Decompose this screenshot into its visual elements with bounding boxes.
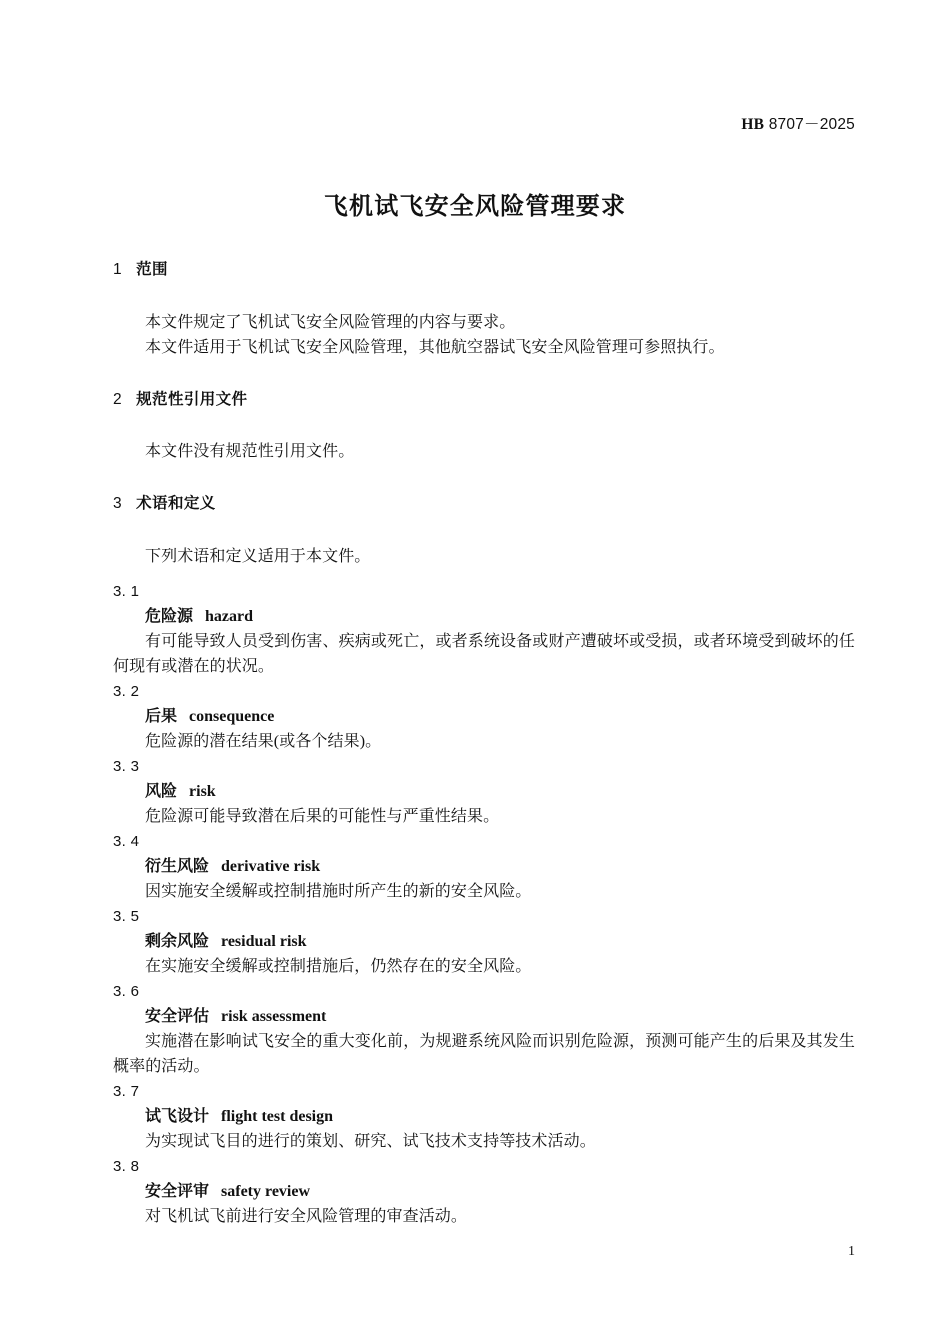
- term-number-3-5: 3. 5: [113, 907, 140, 925]
- clause-3-paragraph-1: 下列术语和定义适用于本文件。: [145, 547, 371, 565]
- term-number-3-8: 3. 8: [113, 1157, 140, 1175]
- term-cn-3-1: 危险源: [145, 607, 194, 625]
- term-cn-3-3: 风险: [145, 782, 178, 800]
- term-definition-3-4: 因实施安全缓解或控制措施时所产生的新的安全风险。: [145, 882, 532, 900]
- spacer: [113, 278, 855, 310]
- term-definition-3-6: 实施潜在影响试飞安全的重大变化前，为规避系统风险而识别危险源，预测可能产生的后果及其发生概率的活动。: [113, 1032, 855, 1075]
- term-cn-3-4: 衍生风险: [145, 857, 210, 875]
- term-number-3-7: 3. 7: [113, 1082, 140, 1100]
- term-en-3-4: derivative risk: [221, 857, 321, 875]
- term-cn-3-7: 试飞设计: [145, 1107, 210, 1125]
- term-name-3-3: [113, 779, 855, 804]
- clause-number-3: 3: [113, 495, 123, 512]
- clause-heading-3: [113, 496, 855, 512]
- standard-number: 8707－2025: [764, 116, 855, 133]
- clause-heading-1: [113, 262, 855, 278]
- spacer: [113, 360, 855, 392]
- term-cn-3-6: 安全评估: [145, 1007, 210, 1025]
- clause-heading-2: [113, 392, 855, 408]
- term-name-3-5: [113, 929, 855, 954]
- term-name-3-4: [113, 854, 855, 879]
- spacer: [113, 464, 855, 496]
- clause-number-1: 1: [113, 261, 123, 278]
- term-number-3-1: 3. 1: [113, 582, 140, 600]
- term-cn-3-8: 安全评审: [145, 1182, 210, 1200]
- term-definition-3-2: 危险源的潜在结果(或各个结果)。: [145, 732, 382, 750]
- term-en-3-3: risk: [189, 782, 216, 800]
- clause-2-paragraph-1: 本文件没有规范性引用文件。: [145, 443, 355, 460]
- term-en-3-8: safety review: [221, 1182, 311, 1200]
- page-title: 飞机试飞安全风险管理要求: [323, 193, 627, 220]
- clause-number-2: 2: [113, 390, 123, 408]
- term-number-3-3: 3. 3: [113, 757, 140, 775]
- running-header: [95, 112, 855, 134]
- clause-title-3: 术语和定义: [136, 495, 216, 512]
- term-cn-3-2: 后果: [145, 707, 178, 725]
- term-en-3-6: risk assessment: [221, 1007, 327, 1025]
- term-definition-3-1: 有可能导致人员受到伤害、疾病或死亡，或者系统设备或财产遭破坏或受损，或者环境受到破坏的任何现有或潜在的状况。: [113, 632, 855, 675]
- clause-1-paragraph-2: 本文件适用于飞机试飞安全风险管理，其他航空器试飞安全风险管理可参照执行。: [145, 338, 725, 356]
- term-number-3-2: 3. 2: [113, 682, 140, 700]
- term-name-3-1: [113, 604, 855, 629]
- term-name-3-8: [113, 1179, 855, 1204]
- document-body: [113, 262, 855, 1229]
- term-number-3-6: 3. 6: [113, 982, 140, 1000]
- term-definition-3-8: 对飞机试飞前进行安全风险管理的审查活动。: [145, 1207, 468, 1225]
- term-number-3-4: 3. 4: [113, 832, 140, 850]
- clause-title-2: 规范性引用文件: [136, 390, 248, 408]
- term-name-3-6: [113, 1004, 855, 1029]
- spacer: [113, 407, 855, 439]
- term-name-3-2: [113, 704, 855, 729]
- page-number: 1: [848, 1244, 855, 1259]
- term-definition-3-7: 为实现试飞目的进行的策划、研究、试飞技术支持等技术活动。: [145, 1132, 596, 1150]
- term-en-3-2: consequence: [189, 707, 275, 725]
- standard-prefix: HB: [741, 116, 765, 133]
- clause-1-paragraph-1: 本文件规定了飞机试飞安全风险管理的内容与要求。: [145, 313, 516, 331]
- term-en-3-1: hazard: [205, 607, 254, 625]
- spacer: [113, 569, 855, 579]
- term-definition-3-3: 危险源可能导致潜在后果的可能性与严重性结果。: [145, 807, 500, 825]
- clause-title-1: 范围: [136, 261, 168, 278]
- term-en-3-5: residual risk: [221, 932, 307, 950]
- term-cn-3-5: 剩余风险: [145, 932, 210, 950]
- term-name-3-7: [113, 1104, 855, 1129]
- spacer: [113, 512, 855, 544]
- term-definition-3-5: 在实施安全缓解或控制措施后，仍然存在的安全风险。: [145, 957, 532, 975]
- term-en-3-7: flight test design: [221, 1107, 334, 1125]
